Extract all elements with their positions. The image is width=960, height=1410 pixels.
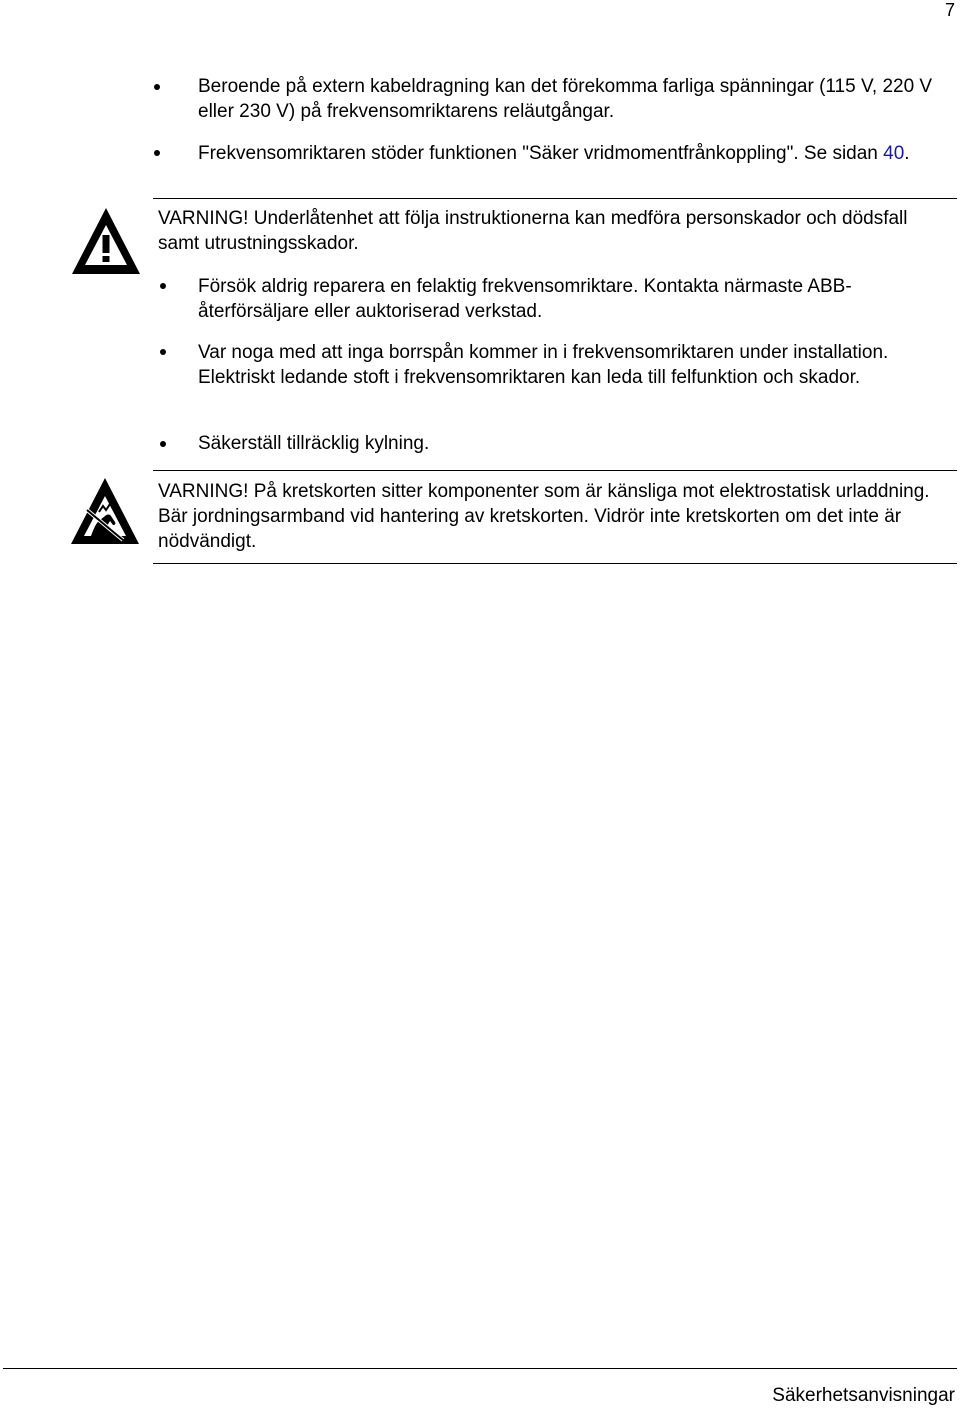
divider — [153, 198, 957, 199]
page-number: 7 — [945, 0, 956, 20]
warning-body: Underlåtenhet att följa instruktionerna kan medföra personskador och dödsfall samt utrustningsskador. — [158, 208, 908, 254]
bullet-dot — [154, 84, 160, 90]
warning-triangle-icon — [70, 206, 142, 276]
warning-bullet-cooling: Säkerställ tillräcklig kylning. — [198, 433, 430, 454]
warning-body: På kretskorten sitter komponenter som är känsliga mot elektrostatisk urladdning. Bär jordningsarmband vid hantering av kretskorten. Vidrör inte kretskorten om det inte är nödvändigt. — [158, 481, 930, 552]
esd-warning-icon — [69, 476, 141, 546]
bullet-dot — [160, 349, 166, 355]
bullet-dot — [160, 283, 166, 289]
warning-bullet-drilling: Var noga med att inga borrspån kommer in i frekvensomriktaren under installation. Elektriskt ledande stoft i frekvensomriktaren kan leda till felfunktion och skador. — [198, 342, 889, 388]
bullet-text: Frekvensomriktaren stöder funktionen "Säker vridmomentfrånkoppling". Se sidan — [198, 143, 884, 164]
bullet-item-voltage: Beroende på extern kabeldragning kan det förekomma farliga spänningar (115 V, 220 V eller 230 V) på frekvensomriktarens reläutgångar. — [198, 76, 933, 122]
footer-divider — [3, 1368, 957, 1369]
warning-label: VARNING! — [158, 208, 249, 229]
footer-section-title: Säkerhetsanvisningar — [772, 1385, 955, 1406]
bullet-item-safe-torque-off — [198, 141, 948, 166]
bullet-text-end: . — [904, 143, 910, 164]
bullet-dot — [160, 441, 166, 447]
warning-label: VARNING! — [158, 481, 249, 502]
divider — [153, 470, 957, 471]
warning-bullet-repair: Försök aldrig reparera en felaktig frekvensomriktare. Kontakta närmaste ABB-återförsäljare eller auktoriserad verkstad. — [198, 276, 852, 322]
page-link[interactable]: 40 — [883, 143, 905, 164]
warning-esd-text — [158, 479, 943, 554]
warning-general-text — [158, 206, 948, 256]
divider — [153, 563, 957, 564]
bullet-dot — [154, 150, 160, 156]
